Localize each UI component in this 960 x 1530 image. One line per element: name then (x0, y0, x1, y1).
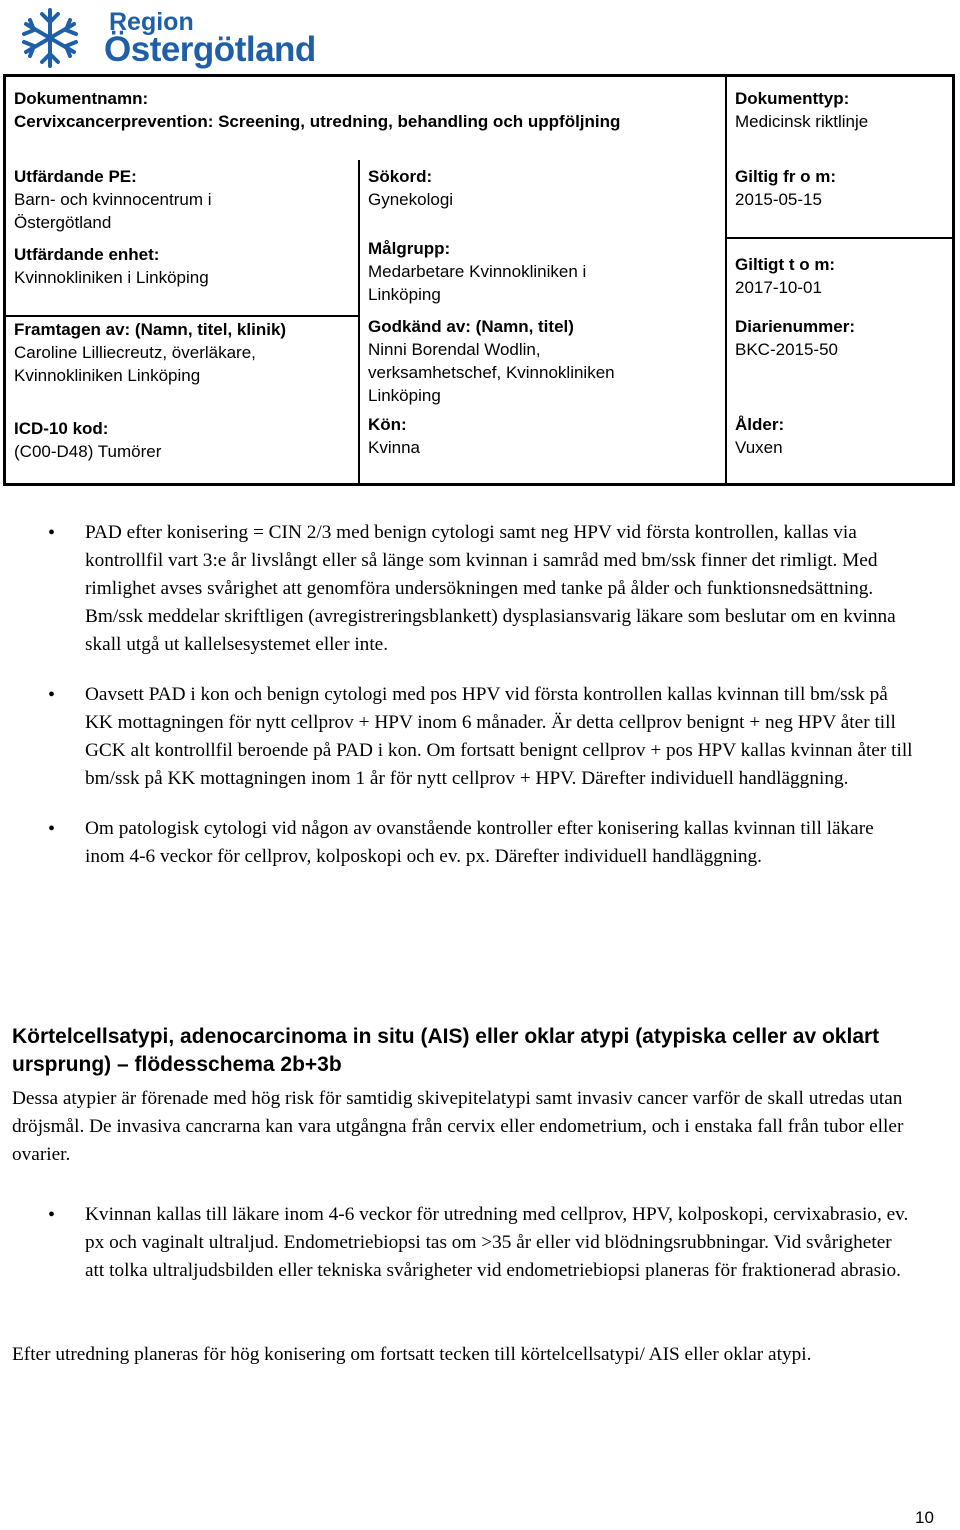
logo-text-ostergotland: Östergötland (104, 30, 316, 69)
row-divider (6, 315, 358, 317)
column-divider (725, 77, 727, 483)
utredning-bullets (12, 1201, 915, 1285)
godkand-value: Ninni Borendal Wodlin, verksamhetschef, Kvinnokliniken Linköping (368, 340, 615, 405)
dokumenttyp-value: Medicinsk riktlinje (735, 112, 869, 131)
snowflake-logo-icon (14, 4, 86, 72)
bullet-item: • Oavsett PAD i kon och benign cytologi med pos HPV vid första kontrollen kallas kvinnan till bm/ssk på KK mottagningen för nytt cellprov + HPV inom 6 månader. Är detta cellprov benignt + neg HPV åter till GCK alt kontrollfil beroende på PAD i kon. Om fortsatt benignt cellprov + pos HPV kallas kvinnan åter till bm/ssk på KK mottagningen inom 1 år för nytt cellprov + HPV. Därefter individuell handläggning. (12, 681, 915, 793)
dokumenttyp-cell (735, 87, 950, 133)
logo-text-region: Region (109, 8, 194, 36)
enhet-cell (14, 243, 344, 289)
pe-value: Barn- och kvinnocentrum i Östergötland (14, 190, 212, 232)
dokumentnamn-label: Dokumentnamn: (14, 89, 149, 108)
column-divider (358, 160, 360, 483)
diarie-cell (735, 315, 950, 361)
sokord-label: Sökord: (368, 167, 433, 186)
malgrupp-label: Målgrupp: (368, 239, 451, 258)
page-number: 10 (915, 1508, 934, 1527)
region-logo (14, 4, 316, 72)
enhet-value: Kvinnokliniken i Linköping (14, 268, 209, 287)
malgrupp-cell (368, 237, 668, 306)
bullet-item: • Om patologisk cytologi vid någon av ovanstående kontroller efter konisering kallas kvinnan till läkare inom 4-6 veckor för cellprov, kolposkopi och ev. px. Därefter individuell handläggning. (12, 815, 915, 871)
giltig-fr-label: Giltig fr o m: (735, 167, 837, 186)
godkand-cell (368, 315, 718, 407)
kon-cell (368, 413, 718, 459)
giltigt-to-value: 2017-10-01 (735, 278, 822, 297)
dokumenttyp-label: Dokumenttyp: (735, 89, 850, 108)
enhet-label: Utfärdande enhet: (14, 245, 160, 264)
giltig-fr-value: 2015-05-15 (735, 190, 822, 209)
giltigt-to-label: Giltigt t o m: (735, 255, 836, 274)
alder-label: Ålder: (735, 415, 785, 434)
bullet-item: • PAD efter konisering = CIN 2/3 med benign cytologi samt neg HPV vid första kontrollen, kallas via kontrollfil vart 3:e år livslångt eller så länge som kvinnan i samråd med bm/ssk finner det rimligt. Med rimlighet avses svårighet att genomföra undersökningen med tanke på ålder och funktionsnedsättning. Bm/ssk meddelar skriftligen (avregistreringsblankett) dysplasiansvarig läkare som beslutar om en kvinna skall utgå ut kallelsesystemet eller inte. (12, 519, 915, 659)
sokord-cell (368, 165, 718, 211)
pe-cell (14, 165, 314, 234)
followup-bullets (12, 519, 915, 871)
diarie-label: Diarienummer: (735, 317, 855, 336)
framtagen-value: Caroline Lilliecreutz, överläkare, Kvinnokliniken Linköping (14, 343, 256, 385)
pe-label: Utfärdande PE: (14, 167, 137, 186)
row-divider (725, 237, 955, 239)
section-heading: Körtelcellsatypi, adenocarcinoma in situ (AIS) eller oklar atypi (atypiska celler av oklart ursprung) – flödesschema 2b+3b (12, 1025, 880, 1076)
dokumentnamn-value: Cervixcancerprevention: Screening, utredning, behandling och uppföljning (14, 112, 621, 131)
framtagen-cell (14, 318, 354, 387)
intro-paragraph: Dessa atypier är förenade med hög risk för samtidig skivepitelatypi samt invasiv cancer varför de skall utredas utan dröjsmål. De invasiva cancrarna kan vara utgångna från cervix eller endometrium, och i enstaka fall från tubor eller ovarier. (12, 1088, 904, 1165)
giltigt-to-cell (735, 253, 950, 299)
kon-label: Kön: (368, 415, 407, 434)
sokord-value: Gynekologi (368, 190, 454, 209)
godkand-label: Godkänd av: (Namn, titel) (368, 317, 574, 336)
alder-value: Vuxen (735, 438, 783, 457)
diarie-value: BKC-2015-50 (735, 340, 839, 359)
framtagen-label: Framtagen av: (Namn, titel, klinik) (14, 320, 287, 339)
bullet-item: • Kvinnan kallas till läkare inom 4-6 veckor för utredning med cellprov, HPV, kolposkopi, cervixabrasio, ev. px och vaginalt ultraljud. Endometriebiopsi tas om >35 år eller vid blödningsrubbningar. Vid svårigheter att tolka ultraljudsbilden eller tekniska svårigheter vid endometriebiopsi planeras för fraktionerad abrasio. (12, 1201, 915, 1285)
alder-cell (735, 413, 950, 459)
giltig-fr-cell (735, 165, 950, 211)
document-metadata-table (3, 74, 955, 486)
closing-paragraph: Efter utredning planeras för hög konisering om fortsatt tecken till körtelcellsatypi/ AIS eller oklar atypi. (12, 1344, 812, 1365)
icd-value: (C00-D48) Tumörer (14, 442, 162, 461)
icd-label: ICD-10 kod: (14, 419, 109, 438)
malgrupp-value: Medarbetare Kvinnokliniken i Linköping (368, 262, 587, 304)
icd-cell (14, 417, 344, 463)
dokumentnamn-cell (14, 87, 714, 133)
kon-value: Kvinna (368, 438, 420, 457)
